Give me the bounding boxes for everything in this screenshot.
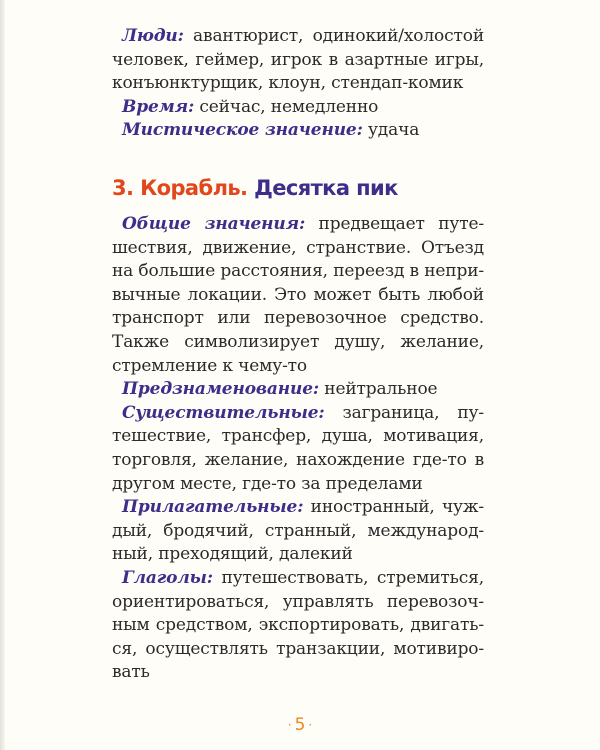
adjectives-line-1 [112, 496, 484, 520]
general-term: Общие значения: [122, 214, 306, 234]
verbs-line-5: вать [112, 662, 150, 683]
verbs-term: Глаголы: [122, 567, 213, 588]
people-line-2: человек, геймер, игрок в азартные игры, [112, 49, 484, 70]
nouns-term: Существительные: [122, 402, 325, 423]
general-line-1 [112, 213, 484, 237]
verbs-line-4: ся, осуществлять транзакции, мотивиро- [112, 638, 484, 659]
adjectives-term: Прилагательные: [122, 497, 304, 518]
top-section [112, 25, 484, 143]
omen-text: нейтральное [319, 379, 438, 400]
people-line [112, 25, 484, 49]
section-card: Десятка пик [254, 176, 398, 200]
general-text-1: предвещает путе- [305, 214, 484, 234]
verbs-line-3: ным средством, экспортировать, двигать- [112, 615, 484, 636]
mystic-text: удача [362, 120, 420, 141]
section-title: Корабль. [140, 176, 248, 200]
page-number-value: 5 [294, 715, 306, 735]
nouns-text-1: заграница, пу- [324, 402, 484, 423]
general-line-2: шествия, движение, странствие. Отъезд [112, 237, 484, 258]
main-body [112, 213, 484, 685]
people-term: Люди: [122, 26, 184, 46]
general-line-4: вычные локации. Это может быть любой [112, 284, 484, 305]
page-edge [0, 0, 5, 750]
nouns-line-2: тешествие, трансфер, душа, мотивация, [112, 426, 484, 447]
omen-term: Предзнаменование: [122, 379, 320, 400]
time-text: сейчас, немедленно [194, 96, 379, 117]
people-text: авантюрист, одинокий/холостой [183, 26, 484, 46]
general-line-7: стремление к чему-то [112, 355, 308, 376]
general-line-6: Также символизирует душу, желание, [112, 331, 484, 352]
time-line [112, 96, 484, 120]
general-line-5: транспорт или перевозочное средство. [112, 308, 484, 329]
adjectives-line-3: ный, преходящий, далекий [112, 544, 353, 565]
general-line-3: на большие расстояния, переезд в непри- [112, 261, 484, 282]
verbs-text-1: путешествовать, стремиться, [212, 567, 484, 588]
adjectives-line-2: дый, бродячий, странный, международ- [112, 520, 484, 541]
adjectives-text-1: иностранный, чуж- [303, 497, 484, 518]
people-line-3: конъюнктурщик, клоун, стендап-комик [112, 73, 464, 94]
mystic-line [112, 119, 484, 143]
nouns-line-3: торговля, желание, нахождение где-то в [112, 449, 484, 470]
section-number: 3. [112, 176, 134, 200]
nouns-line-4: другом месте, где-то за пределами [112, 473, 423, 494]
mystic-term: Мистическое значение: [122, 120, 363, 141]
nouns-line-1 [112, 402, 484, 426]
page-dot-left: · [287, 718, 292, 732]
page-dot-right: · [308, 718, 313, 732]
page-number [0, 715, 600, 735]
time-term: Время: [122, 96, 195, 117]
section-heading [112, 174, 398, 202]
omen-line [112, 378, 484, 402]
verbs-line-2: ориентироваться, управлять перевозоч- [112, 591, 484, 612]
verbs-line-1 [112, 567, 484, 591]
